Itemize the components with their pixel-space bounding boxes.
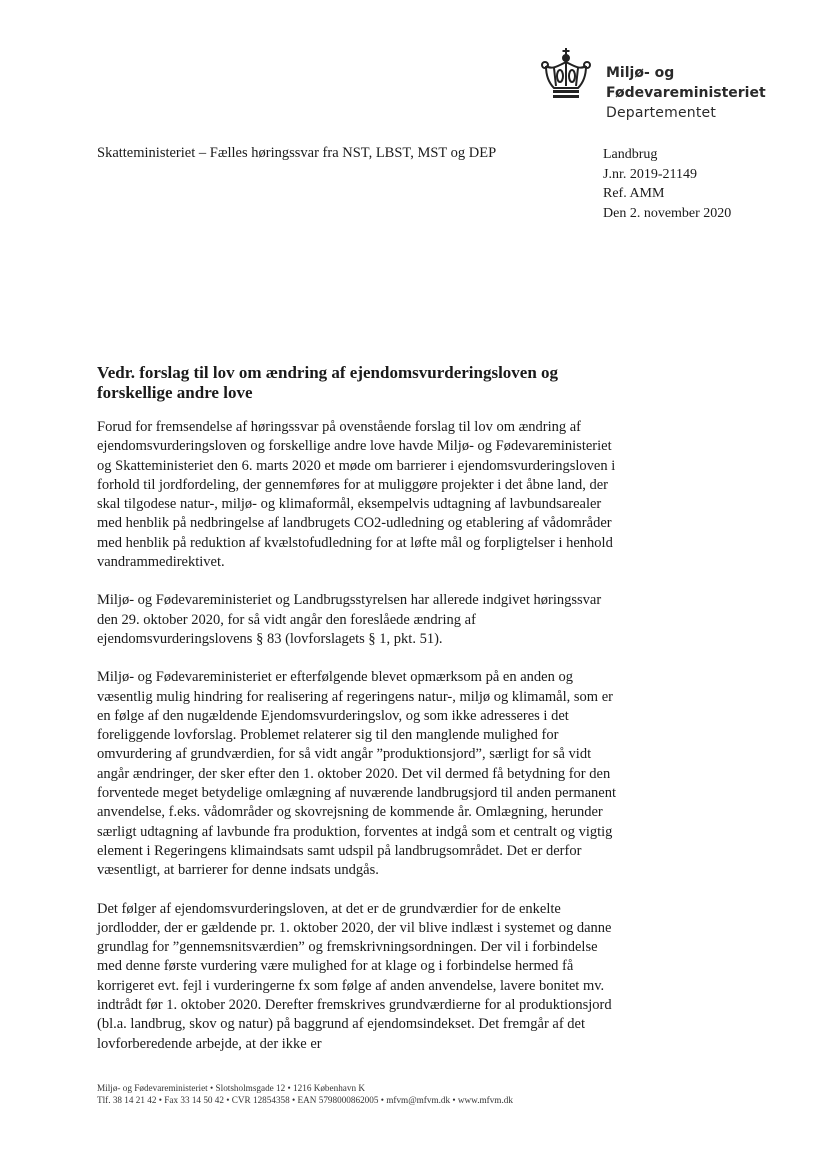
crown-logo <box>538 46 594 102</box>
footer-contact: Tlf. 38 14 21 42 • Fax 33 14 50 42 • CVR 12854358 • EAN 5798000862005 • mfvm@mfvm.dk • www.mfvm.dk <box>97 1094 513 1105</box>
body-paragraph-2: Miljø- og Fødevareministeriet og Landbrugsstyrelsen har allerede indgivet høringssvar den 29. oktober 2020, for så vidt angår den foreslåede ændring af ejendomsvurderingslovens § 83 (lovforslagets § 1, pkt. 51). <box>97 592 602 647</box>
page-footer <box>97 1083 513 1106</box>
ministry-name <box>606 63 766 123</box>
letter-date: Den 2. november 2020 <box>603 205 732 221</box>
letter-body <box>97 418 617 1073</box>
reference-block <box>603 145 731 223</box>
ministry-line-2: Fødevareministeriet <box>606 85 766 101</box>
journal-number: J.nr. 2019-21149 <box>603 166 697 182</box>
body-paragraph-4: Det følger af ejendomsvurderingsloven, at det er de grundværdier for de enkelte jordlodder, der er gældende pr. 1. oktober 2020, der vil blive indlæst i systemet og danne grundlag for ”gennemsnitsværdien” og fremskrivningsordningen. Der vil i forbindelse med denne første vurdering være mulighed for at klage og i forbindelse hermed få korrigeret evt. fejl i vurderingerne fx som følge af anden anvendelse, lavere bonitet mv. indtrådt før 1. oktober 2020. Derefter fremskrives grundværdierne for al produktionsjord (bl.a. landbrug, skov og natur) på baggrund af ejendomsindekset. Det fremgår af det lovforberedende arbejde, at der ikke er <box>97 900 612 1052</box>
footer-address: Miljø- og Fødevareministeriet • Slotsholmsgade 12 • 1216 København K <box>97 1083 365 1093</box>
body-paragraph-3: Miljø- og Fødevareministeriet er efterfølgende blevet opmærksom på en anden og væsentlig mulig hindring for realisering af regeringens natur-, miljø og klimamål, som er en følge af den nugældende Ejendomsvurderingslov, og som ikke adresseres i det foreliggende lovforslag. Problemet relaterer sig til den manglende mulighed for omvurdering af grundværdien, for så vidt angår ”produktionsjord”, særligt for så vidt angår ændringer, der sker efter den 1. oktober 2020. Det vil dermed få betydning for den forventede meget betydelige omlægning af nuværende landbrugsjord til anden permanent anvendelse, f.eks. vådområder og skovrejsning de kommende år. Omlægning, herunder særligt udtagning af lavbunde fra produktion, forventes at indgå som et centralt og vigtig element i Regeringens klimaindsats samt udspil på landbrugsområdet. Det er derfor væsentligt, at barrierer for denne indsats undgås. <box>97 669 617 879</box>
ministry-line-3: Departementet <box>606 105 717 121</box>
recipient-line: Skatteministeriet – Fælles høringssvar fra NST, LBST, MST og DEP <box>97 145 497 161</box>
unit: Landbrug <box>603 147 658 162</box>
letter-title: Vedr. forslag til lov om ændring af ejendomsvurderingsloven og forskellige andre love <box>97 363 559 402</box>
reference: Ref. AMM <box>603 186 665 201</box>
ministry-line-1: Miljø- og <box>606 65 675 81</box>
body-paragraph-1: Forud for fremsendelse af høringssvar på ovenstående forslag til lov om ændring af ejendomsvurderingsloven og forskellige andre love havde Miljø- og Fødevareministeriet og Skatteministeriet den 6. marts 2020 et møde om barrierer i ejendomsvurderingsloven i forhold til jordfordeling, der gennemføres for at muliggøre projekter i det åbne land, der skal tilgodese natur-, miljø- og klimaformål, eksempelvis udtagning af lavbundsarealer med henblik på nedbringelse af landbrugets CO2-udledning og etablering af vådområder med henblik på reduktion af kvælstofudledning for at løfte mål og forpligtelser i henhold vandrammedirektivet. <box>97 419 616 571</box>
